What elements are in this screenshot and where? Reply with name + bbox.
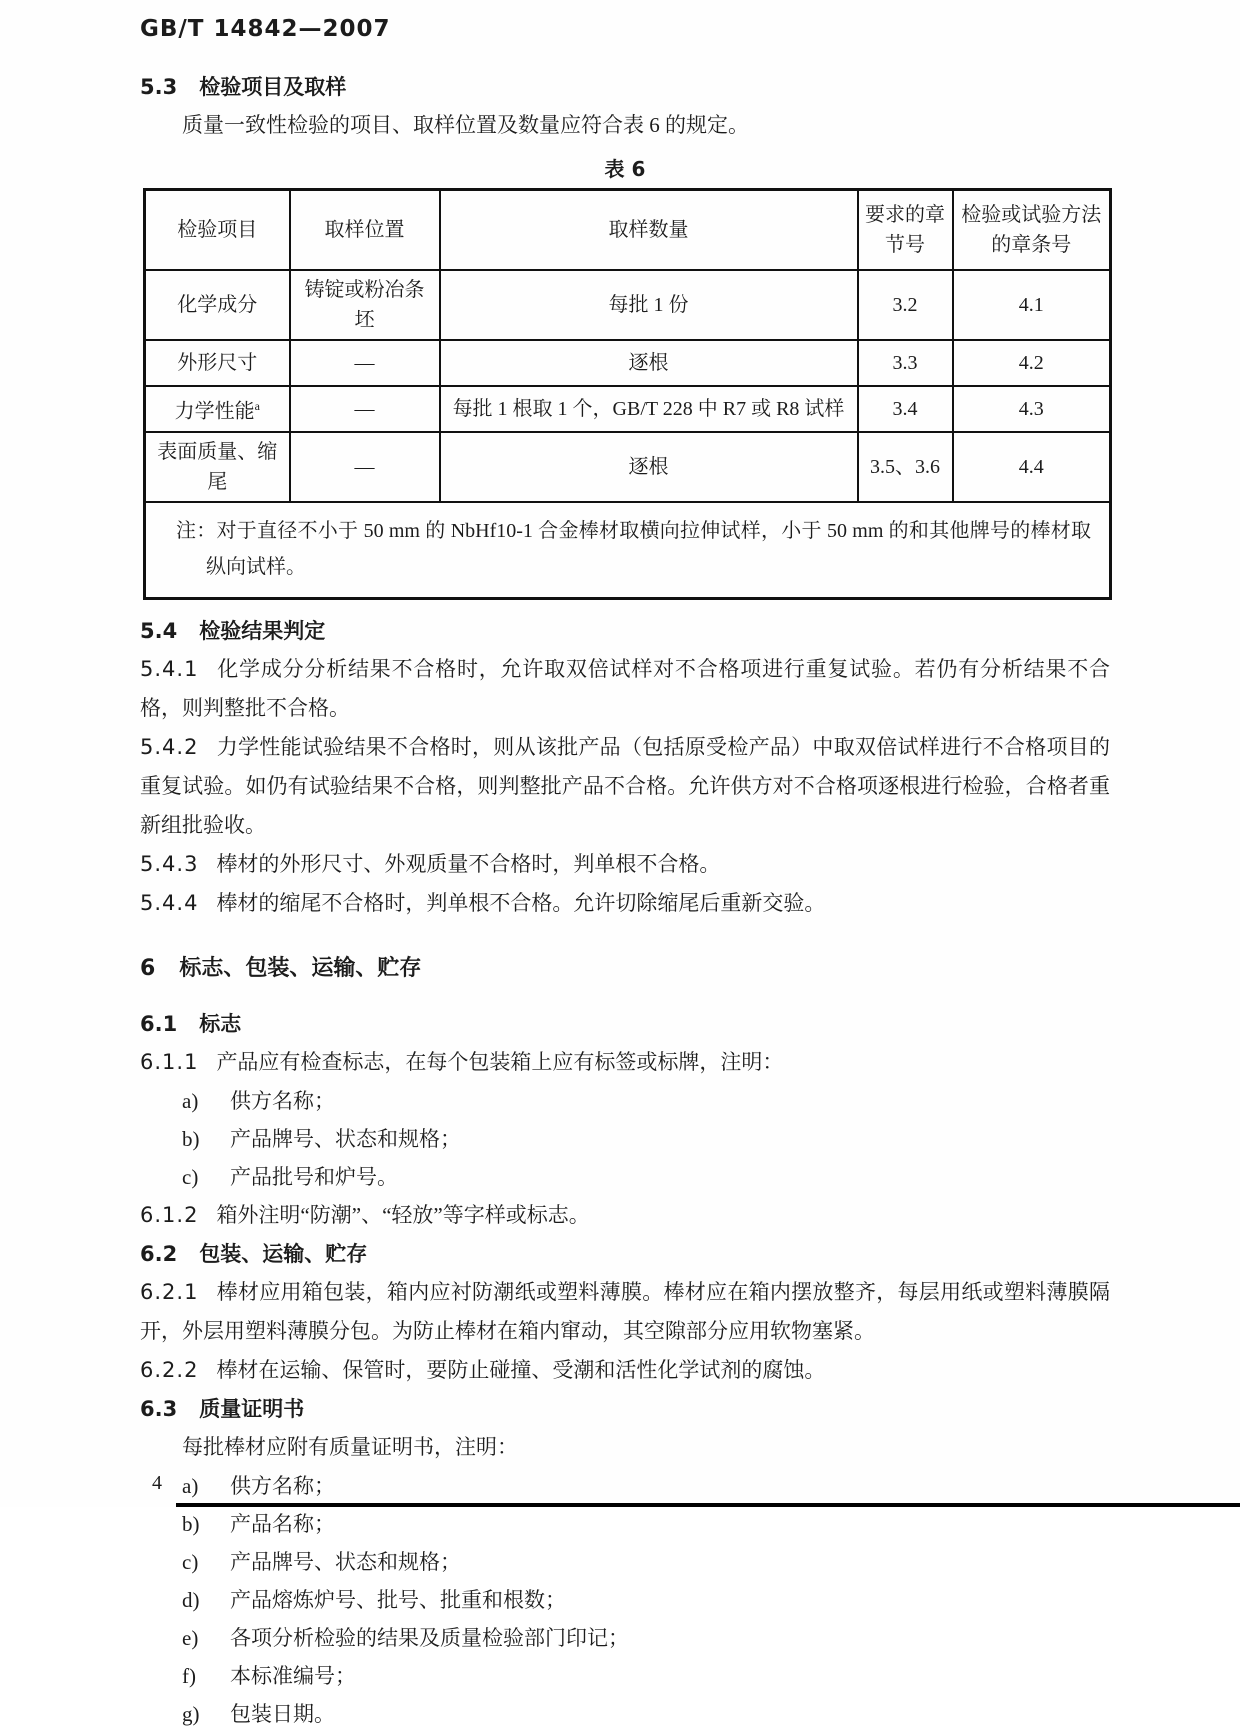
list-item	[140, 1657, 1110, 1695]
list-item	[140, 1158, 1110, 1196]
clause-text: 棒材的外形尺寸、外观质量不合格时，判单根不合格。	[216, 852, 721, 876]
cell-position: —	[290, 386, 440, 432]
list-text: 各项分析检验的结果及质量检验部门印记；	[230, 1626, 629, 1650]
clause-6-2-2	[140, 1351, 1110, 1390]
section-title: 标志	[199, 1012, 242, 1036]
cell-item: 外形尺寸	[145, 340, 290, 386]
list-label: c)	[182, 1550, 199, 1574]
clause-5-4-2	[140, 728, 1110, 845]
section-5-4-heading	[140, 612, 1110, 650]
table-6-caption: 表 6	[604, 157, 646, 181]
section-number: 6.2	[140, 1242, 178, 1266]
clause-text: 棒材的缩尾不合格时，判单根不合格。允许切除缩尾后重新交验。	[216, 891, 826, 915]
list-text: 供方名称；	[230, 1474, 335, 1498]
list-item	[140, 1505, 1110, 1543]
page-number: 4	[152, 1472, 162, 1494]
list-text: 包装日期。	[230, 1702, 335, 1726]
section-5-3-heading	[140, 68, 1110, 106]
clause-text: 箱外注明“防潮”、“轻放”等字样或标志。	[216, 1203, 590, 1227]
page-content	[140, 0, 1110, 1733]
list-label: b)	[182, 1512, 200, 1536]
section-title: 检验项目及取样	[199, 75, 347, 99]
clause-6-3-intro: 每批棒材应附有质量证明书，注明：	[182, 1435, 518, 1459]
list-label: g)	[182, 1702, 200, 1726]
footnote-marker: a	[254, 399, 260, 414]
cell-quantity: 每批 1 份	[440, 270, 858, 340]
list-text: 产品牌号、状态和规格；	[230, 1550, 461, 1574]
list-label: a)	[182, 1089, 199, 1113]
section-number: 5.4	[140, 619, 178, 643]
cell-item: 力学性能$^a$	[145, 386, 290, 432]
clause-text: 棒材应用箱包装，箱内应衬防潮纸或塑料薄膜。棒材应在箱内摆放整齐，每层用纸或塑料薄膜隔开，外层用塑料薄膜分包。为防止棒材在箱内窜动，其空隙部分应用软物塞紧。	[140, 1280, 1110, 1343]
clause-text: 棒材在运输、保管时，要防止碰撞、受潮和活性化学试剂的腐蚀。	[216, 1358, 826, 1382]
cell-req-clause: 3.5、3.6	[858, 432, 953, 502]
section-number: 5.3	[140, 75, 178, 99]
section-5-3-intro: 质量一致性检验的项目、取样位置及数量应符合表 6 的规定。	[182, 113, 749, 137]
clause-number: 5.4.1	[140, 657, 199, 681]
section-number: 6.3	[140, 1397, 178, 1421]
list-label: e)	[182, 1626, 199, 1650]
col-header-test-method-clause: 检验或试验方法的章条号	[953, 190, 1111, 271]
clause-6-1-1	[140, 1043, 1110, 1082]
cell-method-clause: 4.3	[953, 386, 1111, 432]
table-row	[145, 432, 1111, 502]
clause-5-4-3	[140, 845, 1110, 884]
list-item	[140, 1695, 1110, 1733]
list-item	[140, 1082, 1110, 1120]
cell-quantity: 逐根	[440, 340, 858, 386]
list-text: 产品名称；	[230, 1512, 335, 1536]
section-title: 质量证明书	[199, 1397, 305, 1421]
clause-number: 5.4.3	[140, 852, 199, 876]
section-title: 检验结果判定	[199, 619, 326, 643]
list-item	[140, 1581, 1110, 1619]
clause-5-4-4	[140, 884, 1110, 923]
cell-method-clause: 4.2	[953, 340, 1111, 386]
clause-number: 5.4.2	[140, 735, 199, 759]
section-6-3-heading	[140, 1390, 1110, 1428]
col-header-sampling-position: 取样位置	[290, 190, 440, 271]
section-title: 包装、运输、贮存	[199, 1242, 368, 1266]
clause-number: 6.2.1	[140, 1280, 199, 1304]
table-row	[145, 386, 1111, 432]
section-6-heading	[140, 949, 1110, 989]
clause-number: 5.4.4	[140, 891, 199, 915]
clause-text: 化学成分分析结果不合格时，允许取双倍试样对不合格项进行重复试验。若仍有分析结果不合格，则判整批不合格。	[140, 657, 1110, 720]
list-label: c)	[182, 1165, 199, 1189]
cell-quantity: 每批 1 根取 1 个，GB/T 228 中 R7 或 R8 试样	[440, 386, 858, 432]
col-header-sampling-quantity: 取样数量	[440, 190, 858, 271]
clause-6-1-2	[140, 1196, 1110, 1235]
cell-method-clause: 4.4	[953, 432, 1111, 502]
list-label: d)	[182, 1588, 200, 1612]
list-text: 产品批号和炉号。	[230, 1165, 398, 1189]
section-6-2-heading	[140, 1235, 1110, 1273]
list-item	[140, 1543, 1110, 1581]
cell-method-clause: 4.1	[953, 270, 1111, 340]
clause-number: 6.1.1	[140, 1050, 199, 1074]
list-label: f)	[182, 1664, 196, 1688]
cell-item: 表面质量、缩尾	[145, 432, 290, 502]
clause-6-2-1	[140, 1273, 1110, 1351]
cell-quantity: 逐根	[440, 432, 858, 502]
table-row	[145, 340, 1111, 386]
col-header-requirement-clause: 要求的章节号	[858, 190, 953, 271]
standard-number-header: GB/T 14842—2007	[140, 16, 391, 42]
list-label: b)	[182, 1127, 200, 1151]
list-item	[140, 1120, 1110, 1158]
cell-position: —	[290, 340, 440, 386]
section-number: 6	[140, 956, 156, 981]
clause-number: 6.2.2	[140, 1358, 199, 1382]
cell-req-clause: 3.3	[858, 340, 953, 386]
cell-item: 化学成分	[145, 270, 290, 340]
list-text: 本标准编号；	[230, 1664, 356, 1688]
list-text: 产品牌号、状态和规格；	[230, 1127, 461, 1151]
table-note: 注：对于直径不小于 50 mm 的 NbHf10-1 合金棒材取横向拉伸试样，小于 50 mm 的和其他牌号的棒材取纵向试样。	[176, 520, 1091, 578]
clause-5-4-1	[140, 650, 1110, 728]
cell-req-clause: 3.4	[858, 386, 953, 432]
clause-number: 6.1.2	[140, 1203, 199, 1227]
cell-position: —	[290, 432, 440, 502]
scan-edge-bar	[176, 1503, 1240, 1507]
table-header-row	[145, 190, 1111, 271]
col-header-inspection-item: 检验项目	[145, 190, 290, 271]
section-number: 6.1	[140, 1012, 178, 1036]
cell-position: 铸锭或粉冶条坯	[290, 270, 440, 340]
list-item	[140, 1467, 1110, 1505]
table-6	[143, 188, 1112, 600]
list-label: a)	[182, 1474, 199, 1498]
table-row	[145, 270, 1111, 340]
list-text: 产品熔炼炉号、批号、批重和根数；	[230, 1588, 566, 1612]
section-title: 标志、包装、运输、贮存	[179, 956, 422, 981]
table-note-cell	[145, 502, 1111, 599]
list-item	[140, 1619, 1110, 1657]
clause-text: 产品应有检查标志，在每个包装箱上应有标签或标牌，注明：	[216, 1050, 784, 1074]
cell-req-clause: 3.2	[858, 270, 953, 340]
table-note-row	[145, 502, 1111, 599]
section-6-1-heading	[140, 1005, 1110, 1043]
list-text: 供方名称；	[230, 1089, 335, 1113]
clause-text: 力学性能试验结果不合格时，则从该批产品（包括原受检产品）中取双倍试样进行不合格项目的重复试验。如仍有试验结果不合格，则判整批产品不合格。允许供方对不合格项逐根进行检验，合格者重新组批验收。	[140, 735, 1110, 837]
